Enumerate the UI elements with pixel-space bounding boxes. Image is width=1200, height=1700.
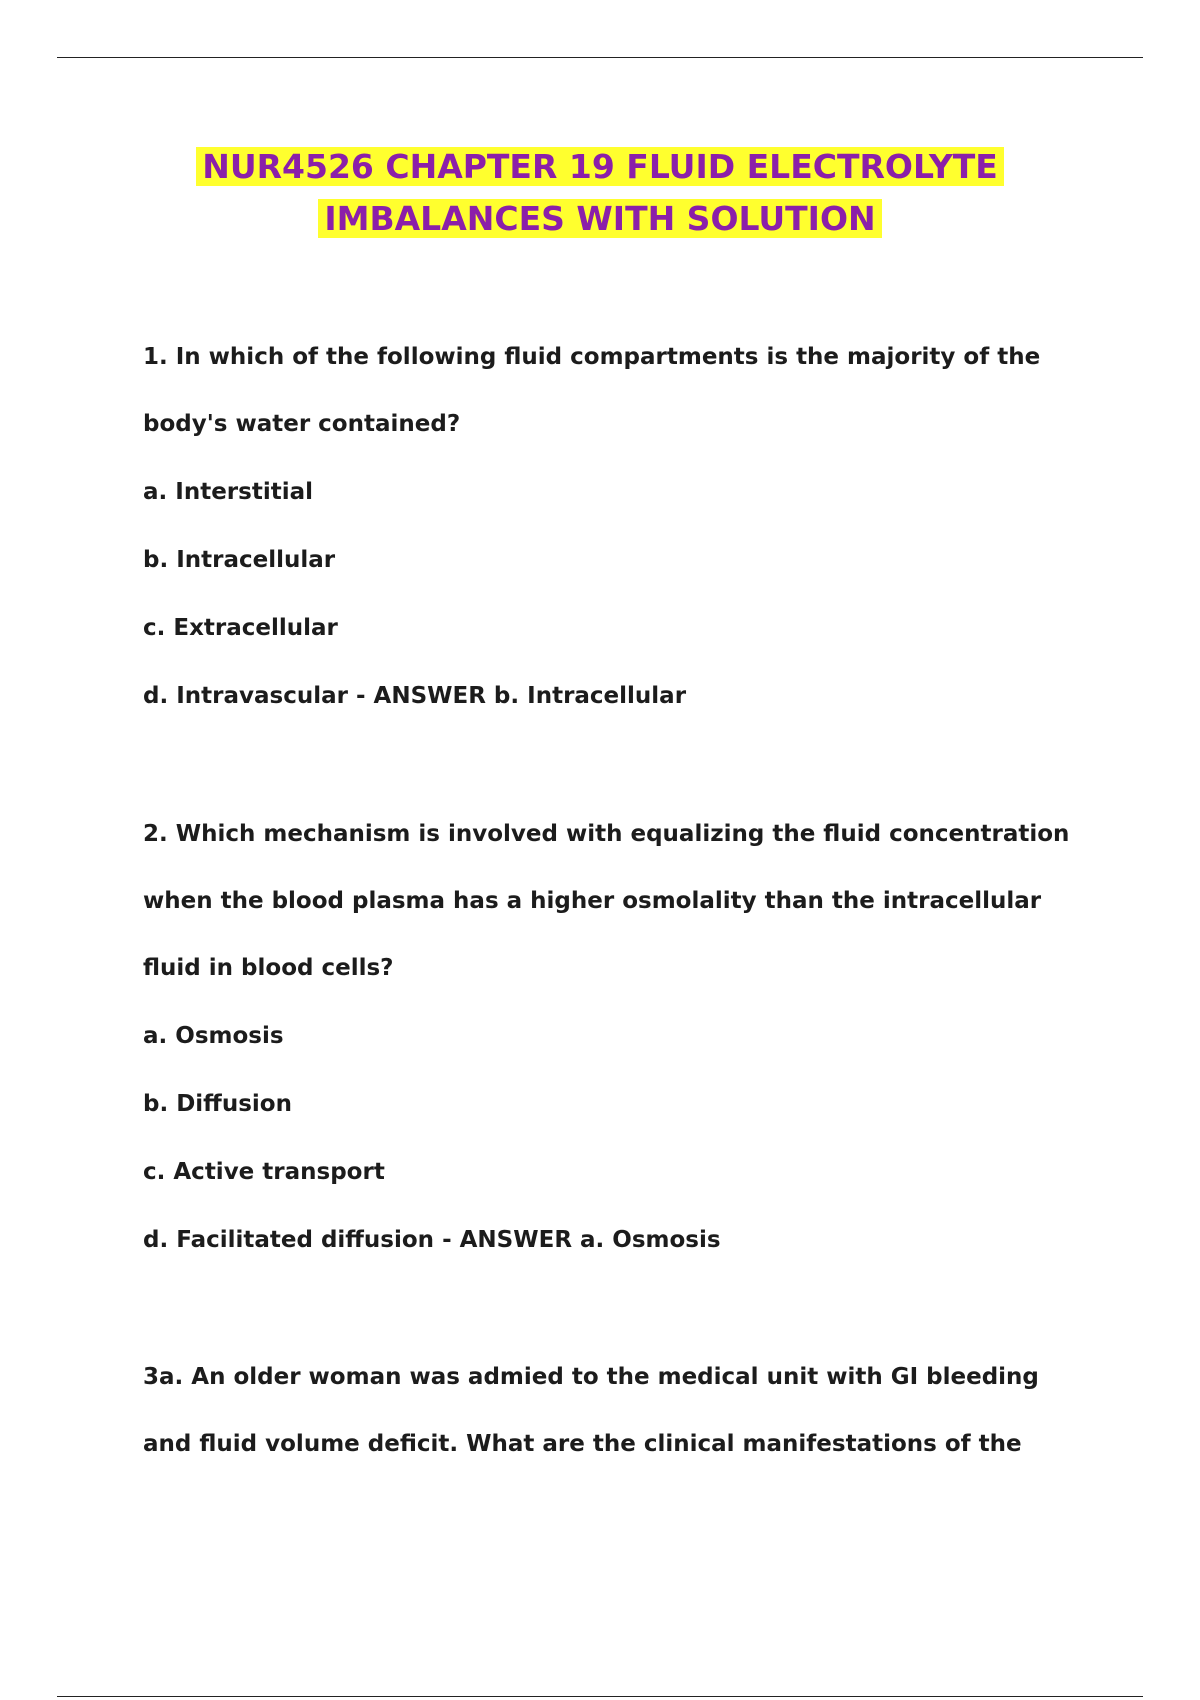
question-2-line-2: when the blood plasma has a higher osmolality than the intracellular	[143, 888, 1042, 914]
question-2-option-c: c. Active transport	[143, 1159, 385, 1185]
question-1-option-b: b. Intracellular	[143, 547, 336, 573]
question-1-line-2: body's water contained?	[143, 411, 461, 437]
bottom-rule	[57, 1696, 1143, 1697]
document-title	[0, 141, 1200, 245]
question-2-option-d-answer: d. Facilitated diffusion - ANSWER a. Osmosis	[143, 1227, 721, 1253]
question-3a	[143, 1344, 1039, 1478]
question-1-line-1: 1. In which of the following fluid compartments is the majority of the	[143, 344, 1041, 370]
question-2-option-b: b. Diffusion	[143, 1091, 292, 1117]
question-1-option-c: c. Extracellular	[143, 615, 338, 641]
question-2	[143, 801, 1069, 1274]
question-3a-line-2: and fluid volume deficit. What are the clinical manifestations of the	[143, 1431, 1022, 1457]
question-1	[143, 324, 1040, 730]
question-2-line-3: fluid in blood cells?	[143, 955, 394, 981]
question-1-option-a: a. Interstitial	[143, 479, 313, 505]
question-1-option-d-answer: d. Intravascular - ANSWER b. Intracellular	[143, 683, 687, 709]
question-2-option-a: a. Osmosis	[143, 1023, 284, 1049]
title-line-2: IMBALANCES WITH SOLUTION	[318, 199, 881, 238]
question-3a-line-1: 3a. An older woman was admied to the medical unit with GI bleeding	[143, 1364, 1039, 1390]
top-rule	[57, 57, 1143, 58]
title-line-1: NUR4526 CHAPTER 19 FLUID ELECTROLYTE	[196, 147, 1004, 186]
question-2-line-1: 2. Which mechanism is involved with equalizing the fluid concentration	[143, 821, 1070, 847]
